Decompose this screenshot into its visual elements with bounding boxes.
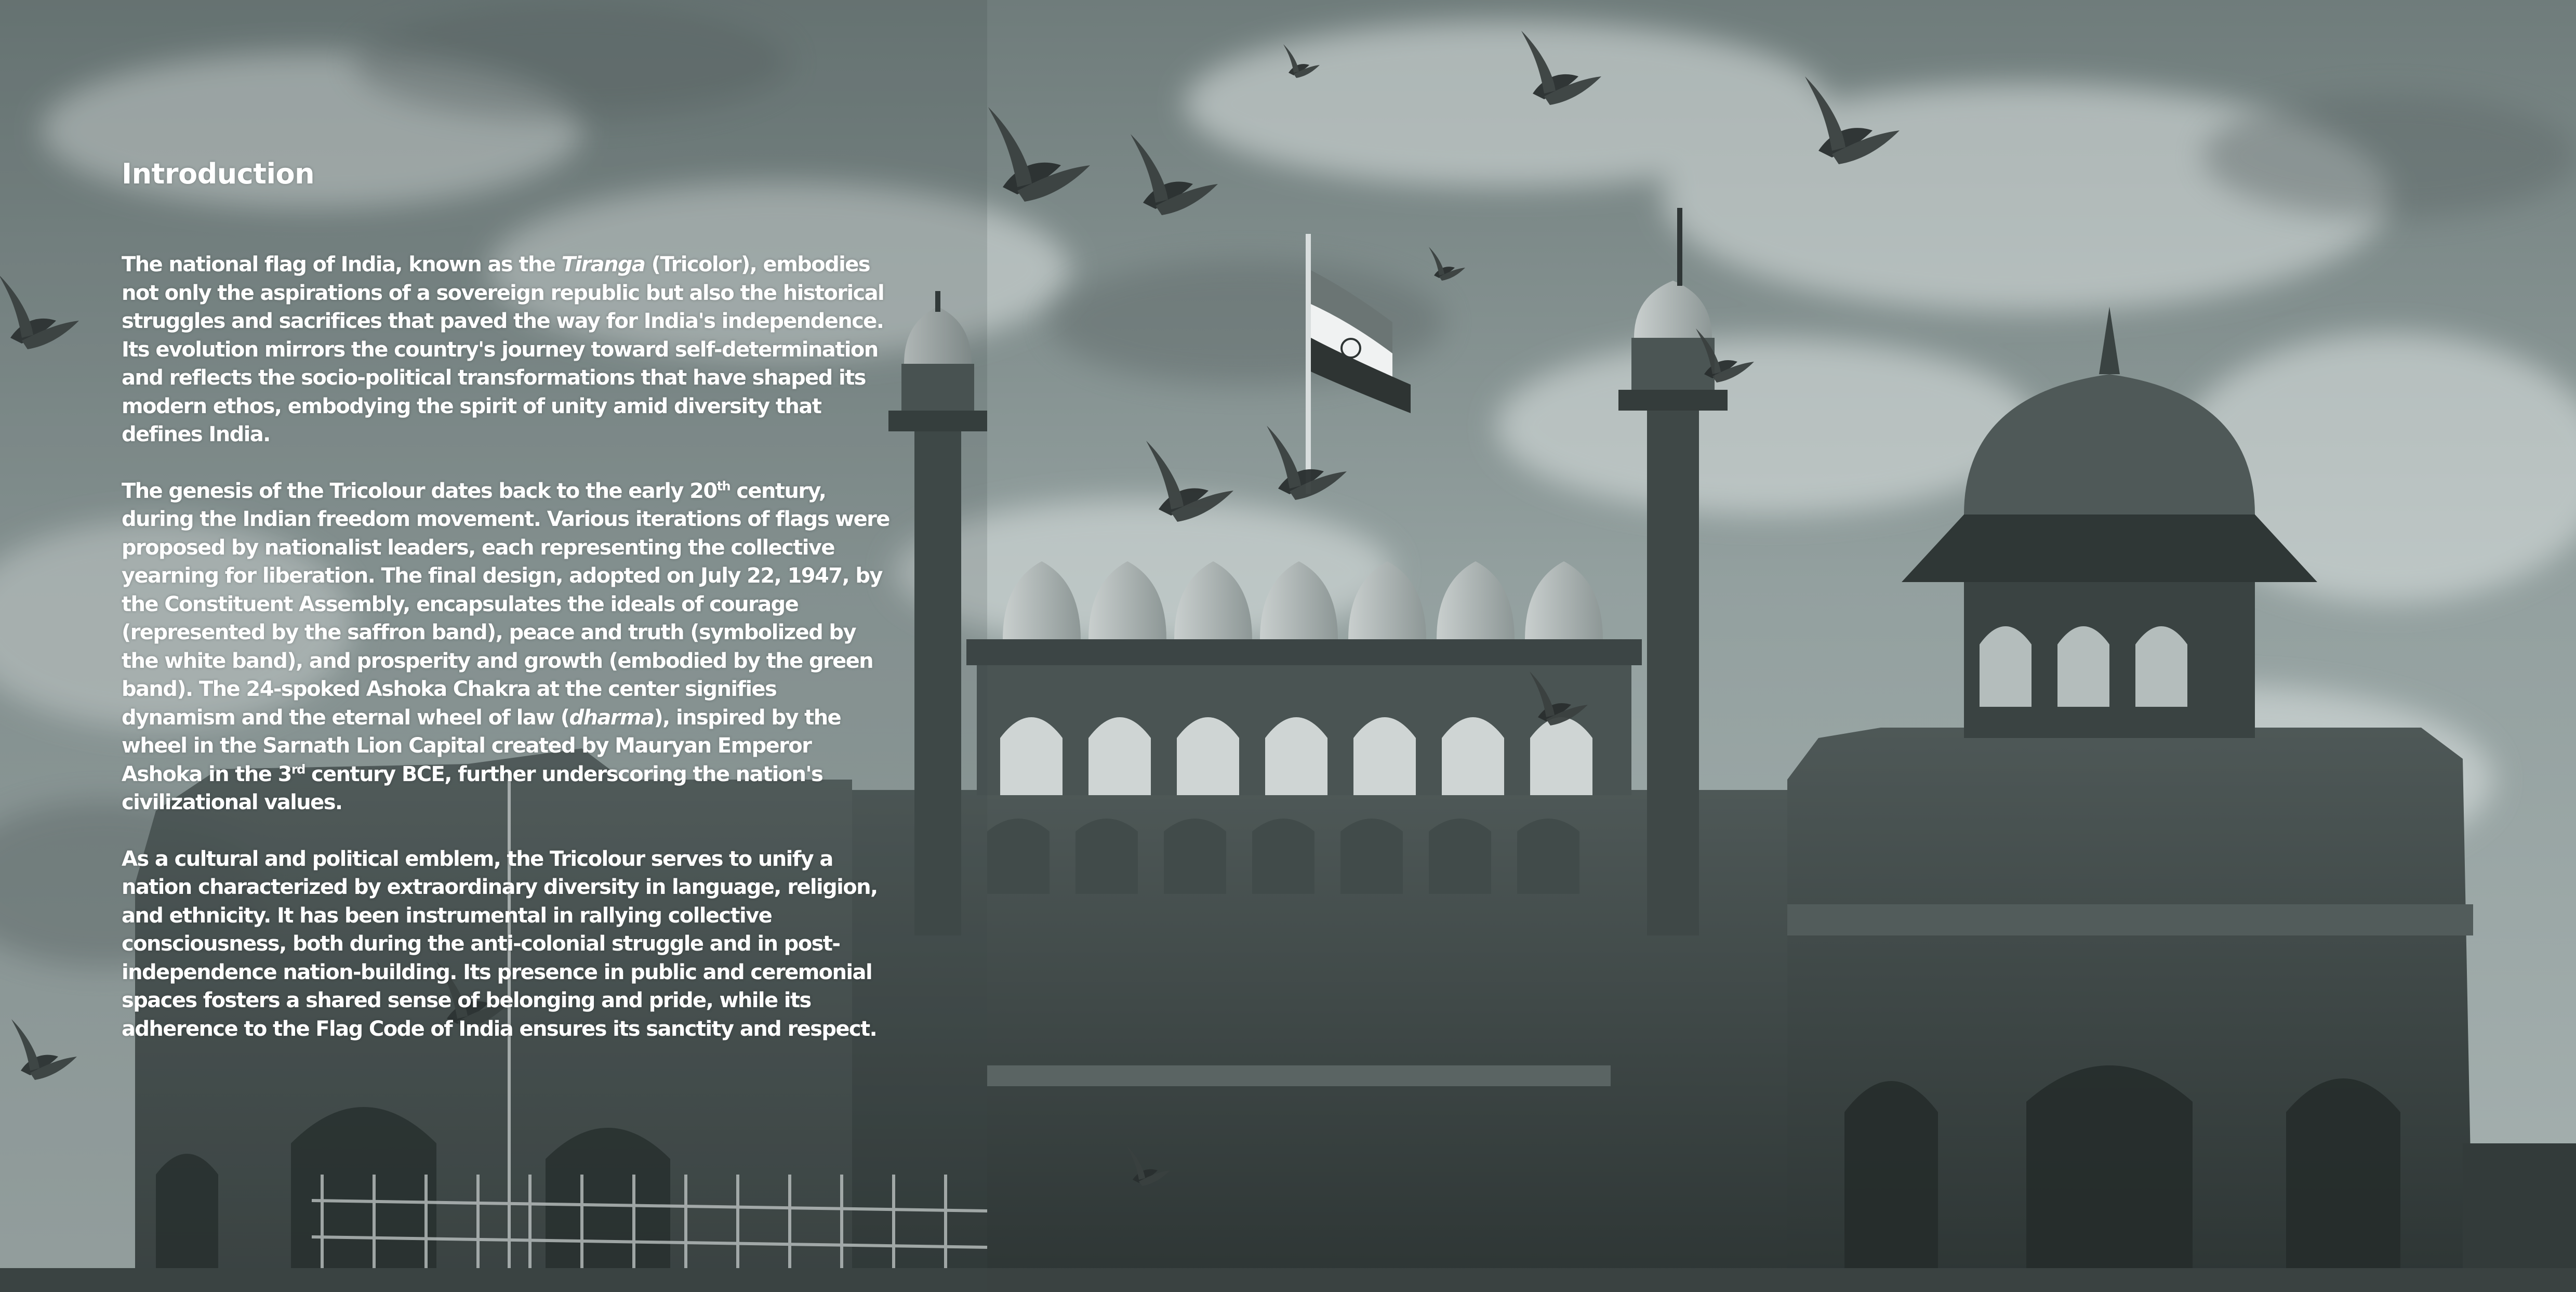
paragraph-1 — [122, 251, 891, 449]
p1-text-b: (Tricolor), embodies not only the aspirations of a sovereign republic but also the historical struggles and sacrifices that paved the way for India's independence. Its evolution mirrors the country's journey toward self-determination and reflects the socio-political transformations that have shaped its modern ethos, embodying the spirit of unity amid diversity that defines India. — [122, 253, 884, 446]
p2-text-d: century BCE, further underscoring the nation's civilizational values. — [122, 762, 823, 814]
section-heading: Introduction — [122, 157, 315, 190]
p1-text-a: The national flag of India, known as the — [122, 253, 562, 276]
p2-superscript-rd: rd — [291, 762, 305, 777]
tiranga-italic: Tiranga — [561, 253, 645, 276]
p2-superscript-th: th — [716, 479, 730, 494]
p2-text-c: ), inspired by the wheel in the Sarnath Lion Capital created by Mauryan Emperor Ashoka in the 3 — [122, 705, 841, 786]
p2-text-a: The genesis of the Tricolour dates back to the early 20 — [122, 479, 717, 503]
p2-text-b: century, during the Indian freedom movement. Various iterations of flags were proposed by nationalist leaders, each representing the collective yearning for liberation. The final design, adopted on July 22, 1947, by the Constituent Assembly, encapsulates the ideals of courage (represented by the saffron band), peace and truth (symbolized by the white band), and prosperity and growth (embodied by the green band). The 24-spoked Ashoka Chakra at the center signifies dynamism and the eternal wheel of law ( — [122, 479, 889, 730]
dharma-italic: dharma — [569, 705, 654, 730]
right-minaret — [1647, 395, 1699, 935]
paragraph-2 — [122, 477, 891, 817]
introduction-text-block — [122, 156, 891, 1071]
paragraph-3: As a cultural and political emblem, the Tricolour serves to unify a nation characterized by extraordinary diversity in language, religion, and ethnicity. It has been instrumental in rallying collective consciousness, both during the anti-colonial struggle and in post-independence nation-building. Its presence in public and ceremonial spaces fosters a shared sense of belonging and pride, while its adherence to the Flag Code of India ensures its sanctity and respect. — [122, 847, 878, 1041]
